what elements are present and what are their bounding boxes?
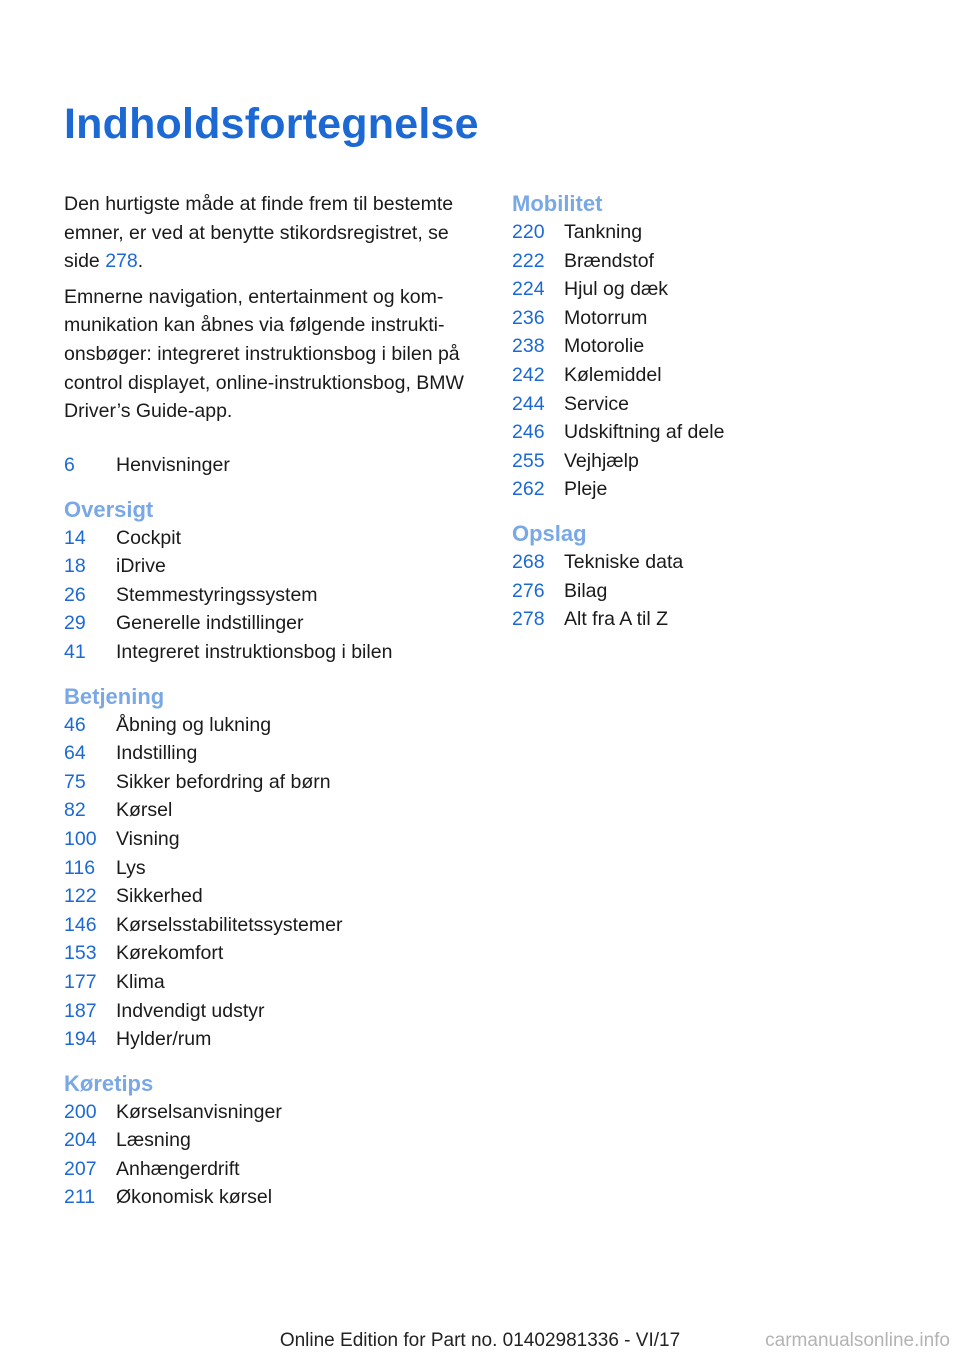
toc-page-number[interactable]: 220 bbox=[512, 221, 545, 243]
toc-page-number[interactable]: 6 bbox=[64, 454, 75, 476]
toc-entry[interactable] bbox=[64, 939, 464, 968]
toc-entry[interactable] bbox=[64, 1183, 464, 1212]
toc-page-number[interactable]: 194 bbox=[64, 1028, 97, 1051]
toc-entry[interactable] bbox=[64, 825, 464, 854]
toc-entry[interactable] bbox=[512, 447, 912, 476]
toc-entry-label: Udskiftning af dele bbox=[564, 421, 725, 444]
toc-page-number[interactable]: 246 bbox=[512, 421, 545, 444]
toc-entry[interactable] bbox=[512, 475, 912, 504]
toc-page-number[interactable]: 41 bbox=[64, 640, 86, 663]
toc-page-number[interactable]: 211 bbox=[64, 1186, 96, 1209]
toc-entry-label: Læsning bbox=[116, 1129, 191, 1152]
toc-section bbox=[512, 190, 912, 504]
intro-text bbox=[64, 190, 484, 433]
toc-entry-label: Sikker befordring af børn bbox=[116, 770, 331, 793]
toc-section bbox=[64, 451, 464, 480]
toc-entry[interactable] bbox=[512, 304, 912, 333]
toc-entry[interactable] bbox=[512, 247, 912, 276]
toc-entry[interactable] bbox=[64, 1155, 464, 1184]
toc-entry-label: Alt fra A til Z bbox=[564, 608, 669, 631]
toc-entry-label: Sikkerhed bbox=[116, 885, 203, 908]
toc-entry[interactable] bbox=[64, 581, 464, 610]
toc-page-number[interactable]: 122 bbox=[64, 885, 97, 908]
toc-entry[interactable] bbox=[64, 524, 464, 553]
toc-page-number[interactable]: 262 bbox=[512, 478, 545, 501]
toc-page-number[interactable]: 204 bbox=[64, 1129, 97, 1152]
intro-text-after-link: . bbox=[137, 250, 144, 273]
toc-page-number[interactable]: 146 bbox=[64, 913, 97, 936]
toc-entry-label: Kørselsanvisninger bbox=[116, 1100, 282, 1123]
toc-entry-label: iDrive bbox=[116, 555, 166, 578]
toc-entry-label: Tekniske data bbox=[564, 550, 684, 573]
toc-page-number[interactable]: 255 bbox=[512, 449, 545, 472]
toc-entry-label: Cockpit bbox=[116, 526, 182, 549]
toc-entry[interactable] bbox=[64, 997, 464, 1026]
section-title: Betjening bbox=[64, 683, 165, 709]
toc-entry[interactable] bbox=[512, 218, 912, 247]
toc-page-number[interactable]: 276 bbox=[512, 579, 545, 602]
toc-page-number[interactable]: 100 bbox=[64, 827, 97, 850]
toc-entry[interactable] bbox=[64, 1025, 464, 1054]
toc-page-number[interactable]: 75 bbox=[64, 770, 86, 793]
intro-paragraph-2: Emnerne navigation, entertainment og kommunikation kan åbnes via følgende instruktionsbøger: integreret instruktionsbog i bilen på control displayet, online-instruktionsbog, BMW Driver’s Guide-app. bbox=[64, 285, 464, 423]
toc-entry-label: Visning bbox=[116, 827, 180, 850]
index-page-link[interactable]: 278 bbox=[105, 250, 138, 273]
section-title: Opslag bbox=[512, 520, 587, 546]
toc-entry[interactable] bbox=[512, 548, 912, 577]
toc-entry-label: Kørsel bbox=[116, 799, 173, 822]
toc-page-number[interactable]: 200 bbox=[64, 1100, 97, 1123]
toc-entry[interactable] bbox=[512, 275, 912, 304]
toc-entry[interactable] bbox=[64, 609, 464, 638]
toc-entry-label: Hylder/rum bbox=[116, 1028, 212, 1051]
toc-entry[interactable] bbox=[64, 711, 464, 740]
toc-entry-label: Tankning bbox=[564, 221, 643, 243]
toc-page-number[interactable]: 18 bbox=[64, 555, 86, 578]
toc-entry-label: Lys bbox=[116, 856, 146, 879]
toc-entry[interactable] bbox=[64, 1098, 464, 1127]
toc-entry-label: Hjul og dæk bbox=[564, 278, 669, 301]
toc-entry-label: Kølemiddel bbox=[564, 363, 662, 386]
toc-entry-label: Service bbox=[564, 392, 630, 415]
toc-page-number[interactable]: 238 bbox=[512, 335, 545, 358]
toc-entry-label: Motorolie bbox=[564, 335, 645, 358]
toc-page-number[interactable]: 244 bbox=[512, 392, 545, 415]
toc-page-number[interactable]: 29 bbox=[64, 612, 86, 635]
section-title: Oversigt bbox=[64, 496, 154, 522]
toc-entry-label: Klima bbox=[116, 970, 165, 993]
toc-entry[interactable] bbox=[512, 361, 912, 390]
toc-section bbox=[64, 683, 464, 1054]
toc-page-number[interactable]: 268 bbox=[512, 550, 545, 573]
page-title: Indholdsfortegnelse bbox=[64, 100, 479, 148]
toc-entry[interactable] bbox=[64, 968, 464, 997]
toc-page-number[interactable]: 224 bbox=[512, 278, 545, 301]
watermark: carmanualsonline.info bbox=[765, 1330, 950, 1351]
toc-entry[interactable] bbox=[512, 332, 912, 361]
toc-entry[interactable] bbox=[512, 418, 912, 447]
toc-entry-label: Generelle indstillinger bbox=[116, 612, 304, 635]
intro-text-before-link: Den hurtigste måde at finde frem til bestemte emner, er ved at benytte stikordsregistret, se side bbox=[64, 193, 454, 273]
toc-page-number[interactable]: 26 bbox=[64, 583, 86, 606]
toc-entry-label: Motorrum bbox=[564, 306, 648, 329]
toc-entry-label: Henvisninger bbox=[116, 454, 230, 476]
toc-entry-label: Åbning og lukning bbox=[116, 713, 272, 736]
toc-page-number[interactable]: 187 bbox=[64, 999, 97, 1022]
toc-entry-label: Vejhjælp bbox=[564, 449, 639, 472]
toc-page-number[interactable]: 177 bbox=[64, 970, 97, 993]
toc-page-number[interactable]: 242 bbox=[512, 363, 545, 386]
toc-entry-label: Pleje bbox=[564, 478, 608, 501]
toc-entry-label: Stemmestyringssystem bbox=[116, 583, 318, 606]
toc-entry-label: Økonomisk kørsel bbox=[116, 1186, 273, 1209]
toc-entry-label: Anhængerdrift bbox=[116, 1157, 240, 1180]
section-title: Køretips bbox=[64, 1070, 154, 1096]
toc-entry[interactable] bbox=[64, 552, 464, 581]
toc-page-number[interactable]: 64 bbox=[64, 742, 86, 765]
toc-entry-label: Indstilling bbox=[116, 742, 198, 765]
toc-entry[interactable] bbox=[512, 605, 912, 634]
toc-entry[interactable] bbox=[64, 451, 464, 480]
toc-page-number[interactable]: 14 bbox=[64, 526, 86, 549]
toc-entry[interactable] bbox=[64, 911, 464, 940]
toc-page-number[interactable]: 116 bbox=[64, 856, 96, 879]
toc-section bbox=[64, 496, 464, 667]
toc-page-number[interactable]: 278 bbox=[512, 608, 545, 631]
toc-section bbox=[64, 1070, 464, 1212]
toc-entry-label: Kørekomfort bbox=[116, 942, 224, 965]
toc-entry[interactable] bbox=[64, 768, 464, 797]
intro-paragraph-1 bbox=[64, 190, 484, 276]
toc-entry[interactable] bbox=[64, 638, 464, 667]
toc-page-number[interactable]: 207 bbox=[64, 1157, 97, 1180]
toc-entry[interactable] bbox=[512, 390, 912, 419]
toc-entry[interactable] bbox=[64, 739, 464, 768]
toc-page-number[interactable]: 236 bbox=[512, 306, 545, 329]
toc-entry-label: Integreret instruktionsbog i bilen bbox=[116, 640, 393, 663]
toc-entry[interactable] bbox=[64, 854, 464, 883]
toc-page-number[interactable]: 153 bbox=[64, 942, 97, 965]
toc-entry-label: Indvendigt udstyr bbox=[116, 999, 265, 1022]
toc-entry[interactable] bbox=[512, 577, 912, 606]
toc-entry[interactable] bbox=[64, 796, 464, 825]
toc-entry[interactable] bbox=[64, 882, 464, 911]
toc-entry-label: Bilag bbox=[564, 579, 608, 602]
footer-edition: Online Edition for Part no. 01402981336 - VI/17 bbox=[279, 1330, 681, 1351]
toc-page-number[interactable]: 46 bbox=[64, 713, 86, 736]
toc-entry-label: Kørselsstabilitetssystemer bbox=[116, 913, 343, 936]
section-title: Mobilitet bbox=[512, 191, 603, 216]
toc-section bbox=[512, 520, 912, 634]
toc-left-column bbox=[64, 451, 464, 1228]
toc-entry[interactable] bbox=[64, 1126, 464, 1155]
toc-right-column bbox=[512, 190, 912, 650]
toc-entry-label: Brændstof bbox=[564, 249, 654, 272]
toc-page-number[interactable]: 82 bbox=[64, 799, 86, 822]
toc-page-number[interactable]: 222 bbox=[512, 249, 545, 272]
